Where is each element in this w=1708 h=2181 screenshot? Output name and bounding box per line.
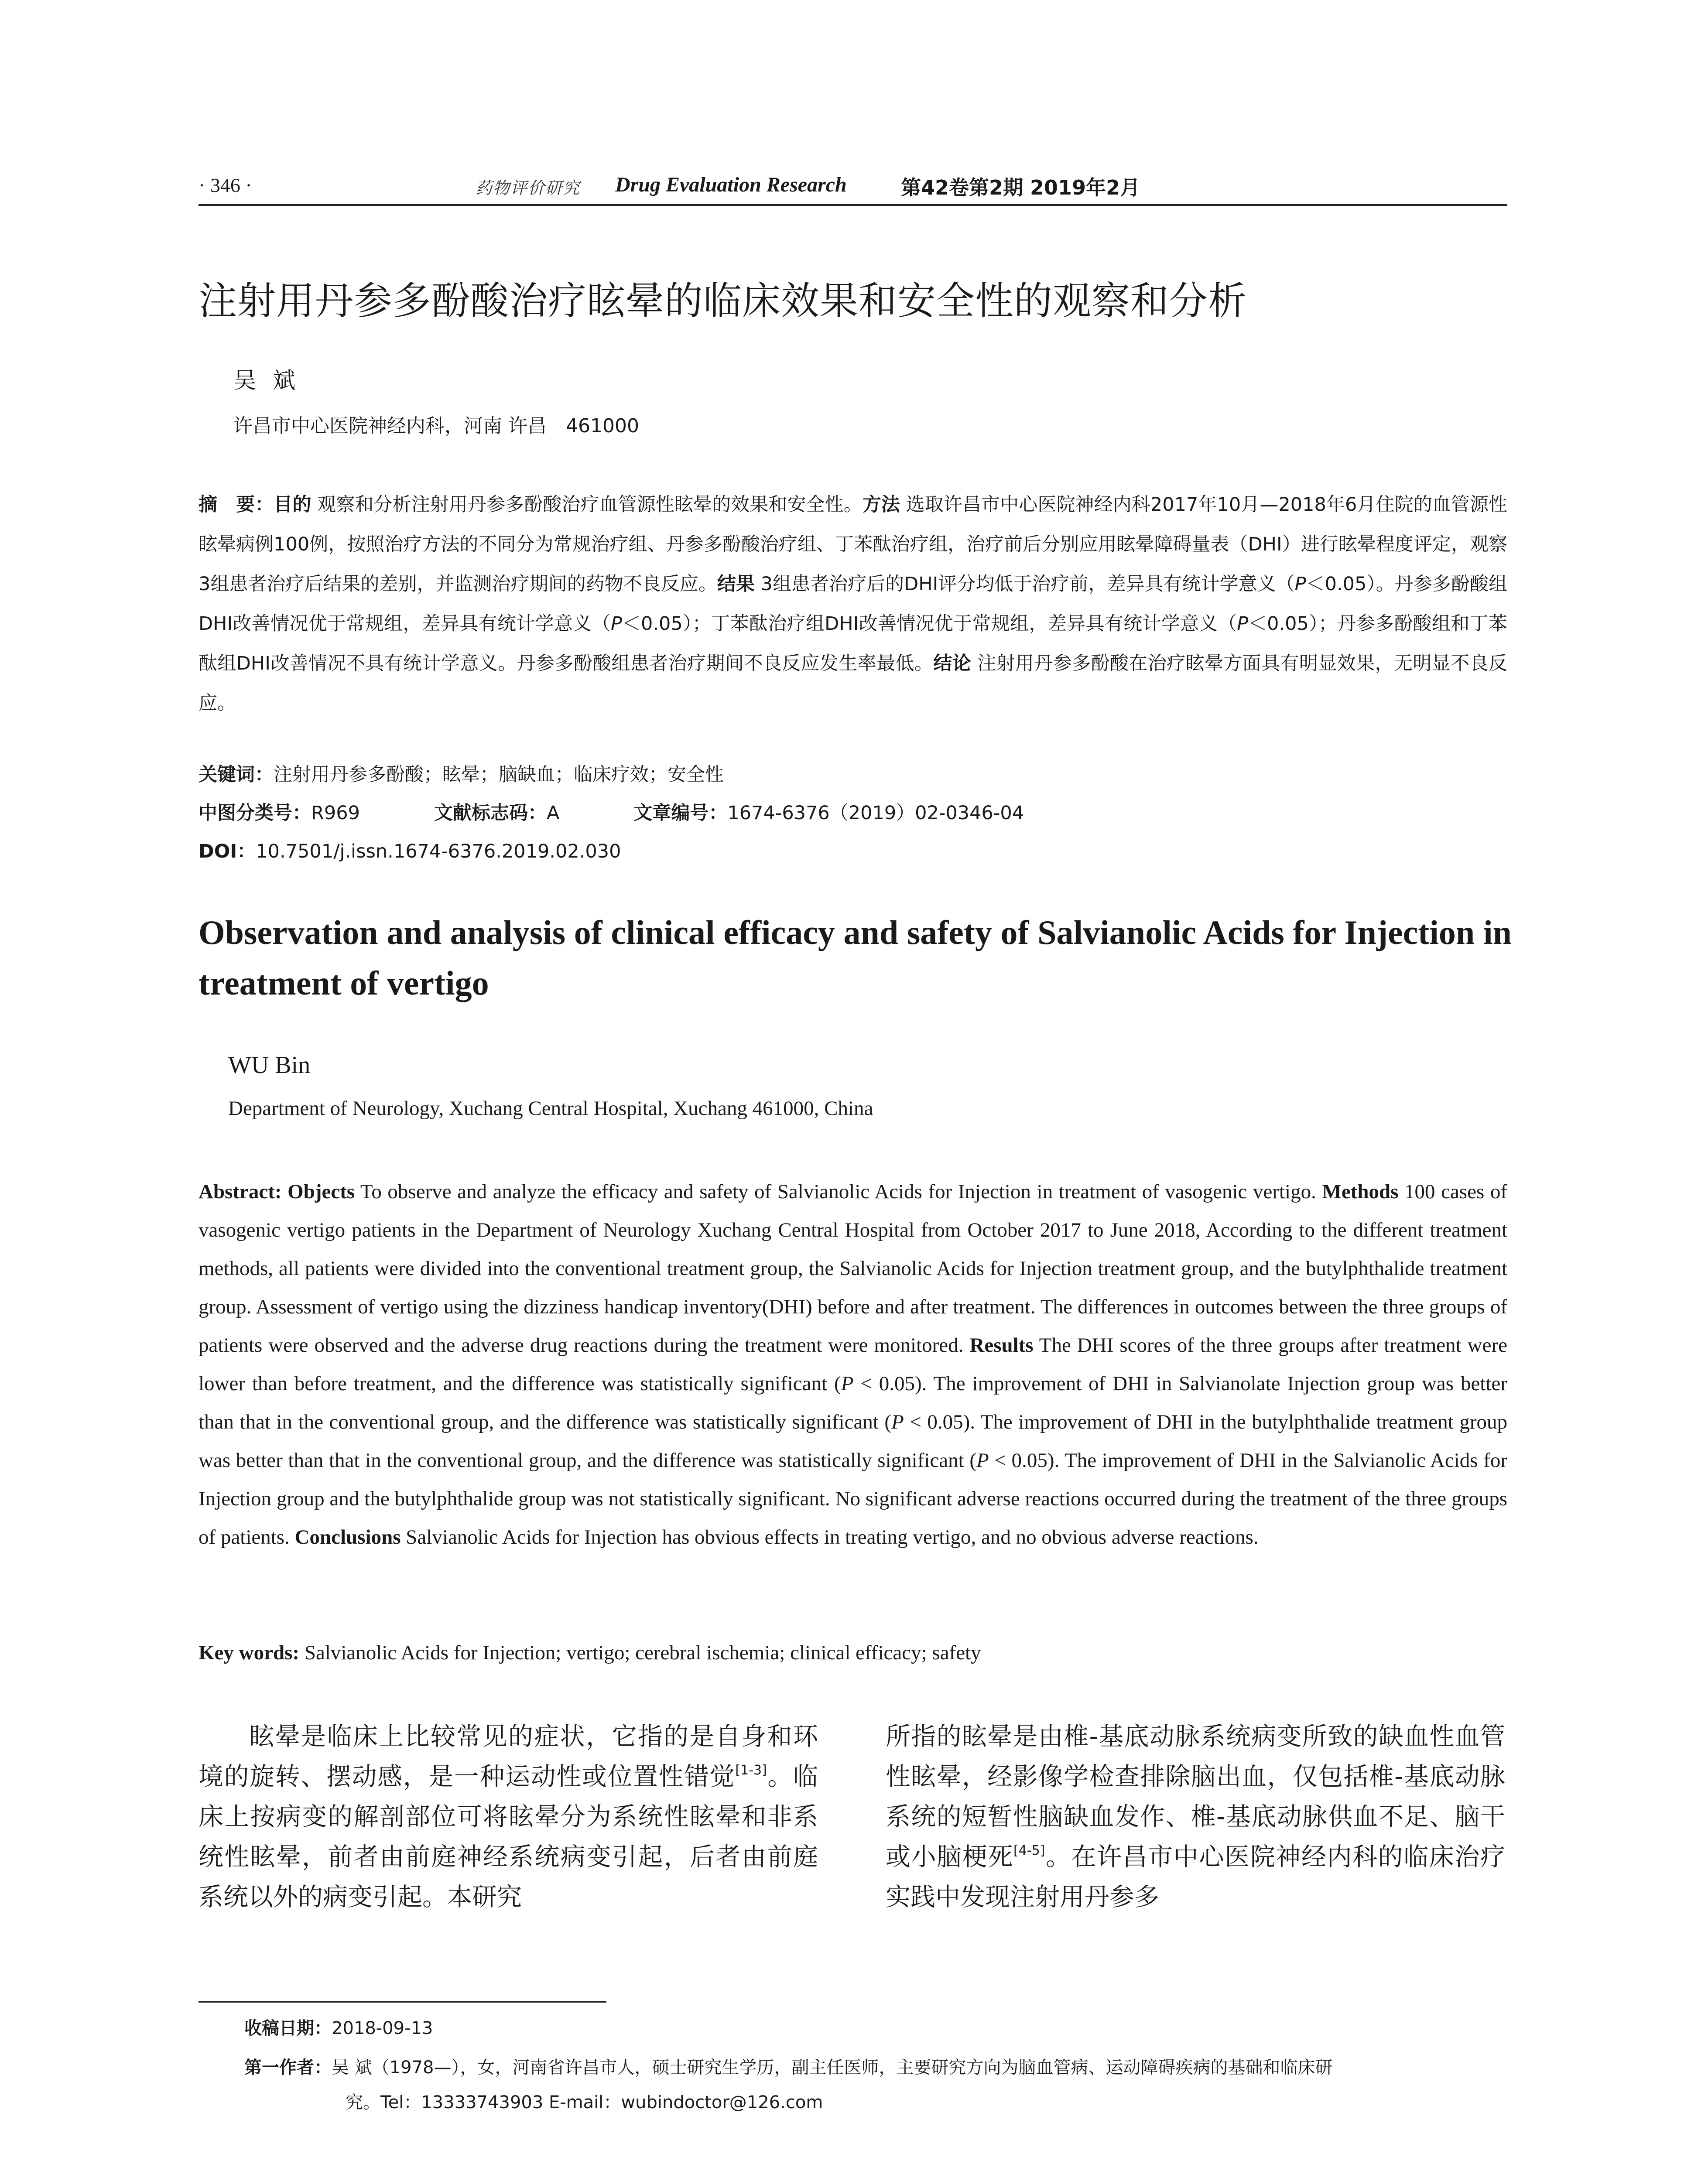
p-symbol: P [976, 1449, 989, 1472]
p-symbol: P [1237, 613, 1249, 635]
methods-label: Methods [1322, 1180, 1399, 1203]
p-symbol: P [891, 1411, 904, 1433]
citation[interactable]: [1-3] [735, 1763, 767, 1778]
results-text: ＜0.05）；丁苯酞治疗组DHI改善情况优于常规组，差异具有统计学意义（ [622, 613, 1237, 635]
keywords-text: 注射用丹参多酚酸；眩晕；脑缺血；临床疗效；安全性 [274, 764, 724, 786]
body-paragraph: 。临床上按病变的解剖部位可将眩晕分为系统性眩晕和非系统性眩晕，前者由前庭神经系统病变引起，后者由前庭系统以外的病变引起。本研究 [199, 1762, 818, 1911]
received-label: 收稿日期： [244, 2018, 332, 2038]
results-text: < 0.05). The improvement of DHI in the Salvianolic Acids for Injection group and the butylphthalide group was not statistically significant. No significant adverse reactions occurred during the treatment of the three groups of patients. [199, 1449, 1507, 1549]
abstract-label: 摘 要： [199, 494, 274, 516]
keywords-text: Salvianolic Acids for Injection; vertigo; cerebral ischemia; clinical efficacy; safety [299, 1641, 981, 1664]
footnote-rule [199, 2001, 606, 2003]
body-column-left [199, 1716, 818, 1917]
p-symbol: P [1294, 573, 1306, 595]
title-english: Observation and analysis of clinical efficacy and safety of Salvianolic Acids for Injection in treatment of vertigo [199, 913, 1512, 1002]
results-text: The DHI scores of the three groups after treatment were lower than before treatment, and the difference was statistically significant ( [199, 1334, 1507, 1395]
conclusions-text: Salvianolic Acids for Injection has obvious effects in treating vertigo, and no obvious adverse reactions. [400, 1526, 1259, 1549]
conclusion-label: 结论 [933, 653, 972, 674]
conclusion-text: 注射用丹参多酚酸在治疗眩晕方面具有明显效果，无明显不良反应。 [199, 653, 1508, 714]
body-paragraph: 眩晕是临床上比较常见的症状，它指的是自身和环境的旋转、摆动感，是一种运动性或位置性错觉 [199, 1722, 818, 1791]
first-author-text: 吴 斌（1978—），女，河南省许昌市人，硕士研究生学历，副主任医师，主要研究方向为脑血管病、运动障碍疾病的基础和临床研 [332, 2058, 1333, 2078]
results-text: ＜0.05）。丹参多酚酸组DHI改善情况优于常规组，差异具有统计学意义（ [199, 573, 1508, 635]
keywords-chinese [199, 760, 724, 786]
received-value: 2018-09-13 [332, 2018, 433, 2038]
results-label: Results [969, 1334, 1034, 1357]
clc-value: R969 [311, 802, 360, 824]
title-chinese: 注射用丹参多酚酸治疗眩晕的临床效果和安全性的观察和分析 [199, 278, 1247, 323]
body-paragraph: 。在许昌市中心医院神经内科的临床治疗实践中发现注射用丹参多 [886, 1843, 1505, 1911]
author-chinese: 吴斌 [233, 368, 312, 394]
results-text: ＜0.05）；丹参多酚酸组和丁苯酞组DHI改善情况不具有统计学意义。丹参多酚酸组患者治疗期间不良反应发生率最低。 [199, 613, 1507, 674]
received-date [244, 2014, 433, 2039]
doi-value[interactable]: 10.7501/j.issn.1674-6376.2019.02.030 [256, 841, 621, 862]
abstract-chinese [199, 485, 1507, 723]
first-author-label: 第一作者： [244, 2058, 332, 2078]
conclusions-label: Conclusions [294, 1526, 401, 1549]
methods-label: 方法 [862, 494, 900, 516]
classification-line [199, 798, 1024, 825]
methods-text: 选取许昌市中心医院神经内科2017年10月—2018年6月住院的血管源性眩晕病例100例，按照治疗方法的不同分为常规治疗组、丹参多酚酸治疗组、丁苯酞治疗组，治疗前后分别应用眩晕障碍量表（DHI）进行眩晕程度评定，观察3组患者治疗后结果的差别，并监测治疗期间的药物不良反应。 [199, 494, 1508, 595]
affiliation-chinese: 许昌市中心医院神经内科，河南 许昌 461000 [233, 415, 639, 437]
p-symbol: P [611, 613, 622, 635]
doc-code-value: A [546, 802, 560, 824]
results-text: 3组患者治疗后的DHI评分均低于治疗前，差异具有统计学意义（ [754, 573, 1295, 595]
issue-info: 第42卷第2期 2019年2月 [901, 176, 1140, 199]
p-symbol: P [841, 1372, 854, 1395]
abstract-english [199, 1173, 1507, 1556]
doc-code-label: 文献标志码： [434, 802, 547, 824]
keywords-english [199, 1641, 981, 1665]
results-text: < 0.05). The improvement of DHI in Salvianolate Injection group was better than that in the conventional group, and the difference was statistically significant ( [199, 1372, 1507, 1433]
journal-name: Drug Evaluation Research [615, 173, 847, 196]
first-author-note [244, 2050, 1509, 2120]
objective-text: 观察和分析注射用丹参多酚酸治疗血管源性眩晕的效果和安全性。 [311, 494, 863, 516]
header-rule [199, 204, 1507, 206]
page-number: · 346 · [199, 174, 252, 196]
doi-line [199, 837, 621, 863]
article-number-value: 1674-6376（2019）02-0346-04 [727, 802, 1024, 824]
article-number-label: 文章编号： [633, 802, 728, 824]
body-column-right [886, 1716, 1505, 1917]
objects-text: To observe and analyze the efficacy and safety of Salvianolic Acids for Injection in treatment of vasogenic vertigo. [355, 1180, 1322, 1203]
objective-label: 目的 [274, 494, 311, 516]
keywords-label: 关键词： [199, 764, 274, 786]
first-author-contact: 究。Tel：13333743903 E-mail：wubindoctor@126.com [346, 2092, 823, 2113]
keywords-label: Key words: [199, 1641, 300, 1664]
methods-text: 100 cases of vasogenic vertigo patients in the Department of Neurology Xuchang Central Hospital from October 2017 to June 2018, According to the different treatment methods, all patients were divided into the conventional treatment group, the Salvianolic Acids for Injection treatment group, and the butylphthalide treatment group. Assessment of vertigo using the dizziness handicap inventory(DHI) before and after treatment. The differences in outcomes between the three groups of patients were observed and the adverse drug reactions during the treatment were monitored. [199, 1180, 1507, 1357]
objects-label: Objects [288, 1180, 355, 1203]
body-paragraph: 所指的眩晕是由椎-基底动脉系统病变所致的缺血性血管性眩晕，经影像学检查排除脑出血，仅包括椎-基底动脉系统的短暂性脑缺血发作、椎-基底动脉供血不足、脑干或小脑梗死 [886, 1722, 1505, 1871]
abstract-label: Abstract: [199, 1180, 282, 1203]
citation[interactable]: [4-5] [1013, 1843, 1045, 1858]
results-label: 结果 [717, 573, 755, 595]
affiliation-english: Department of Neurology, Xuchang Central Hospital, Xuchang 461000, China [228, 1097, 873, 1120]
author-english: WU Bin [228, 1052, 311, 1079]
clc-label: 中图分类号： [199, 802, 311, 824]
doi-label: DOI： [199, 841, 256, 862]
results-text: < 0.05). The improvement of DHI in the butylphthalide treatment group was better than that in the conventional group, and the difference was statistically significant ( [199, 1411, 1507, 1472]
journal-logo: 药物评价研究 [476, 178, 581, 198]
